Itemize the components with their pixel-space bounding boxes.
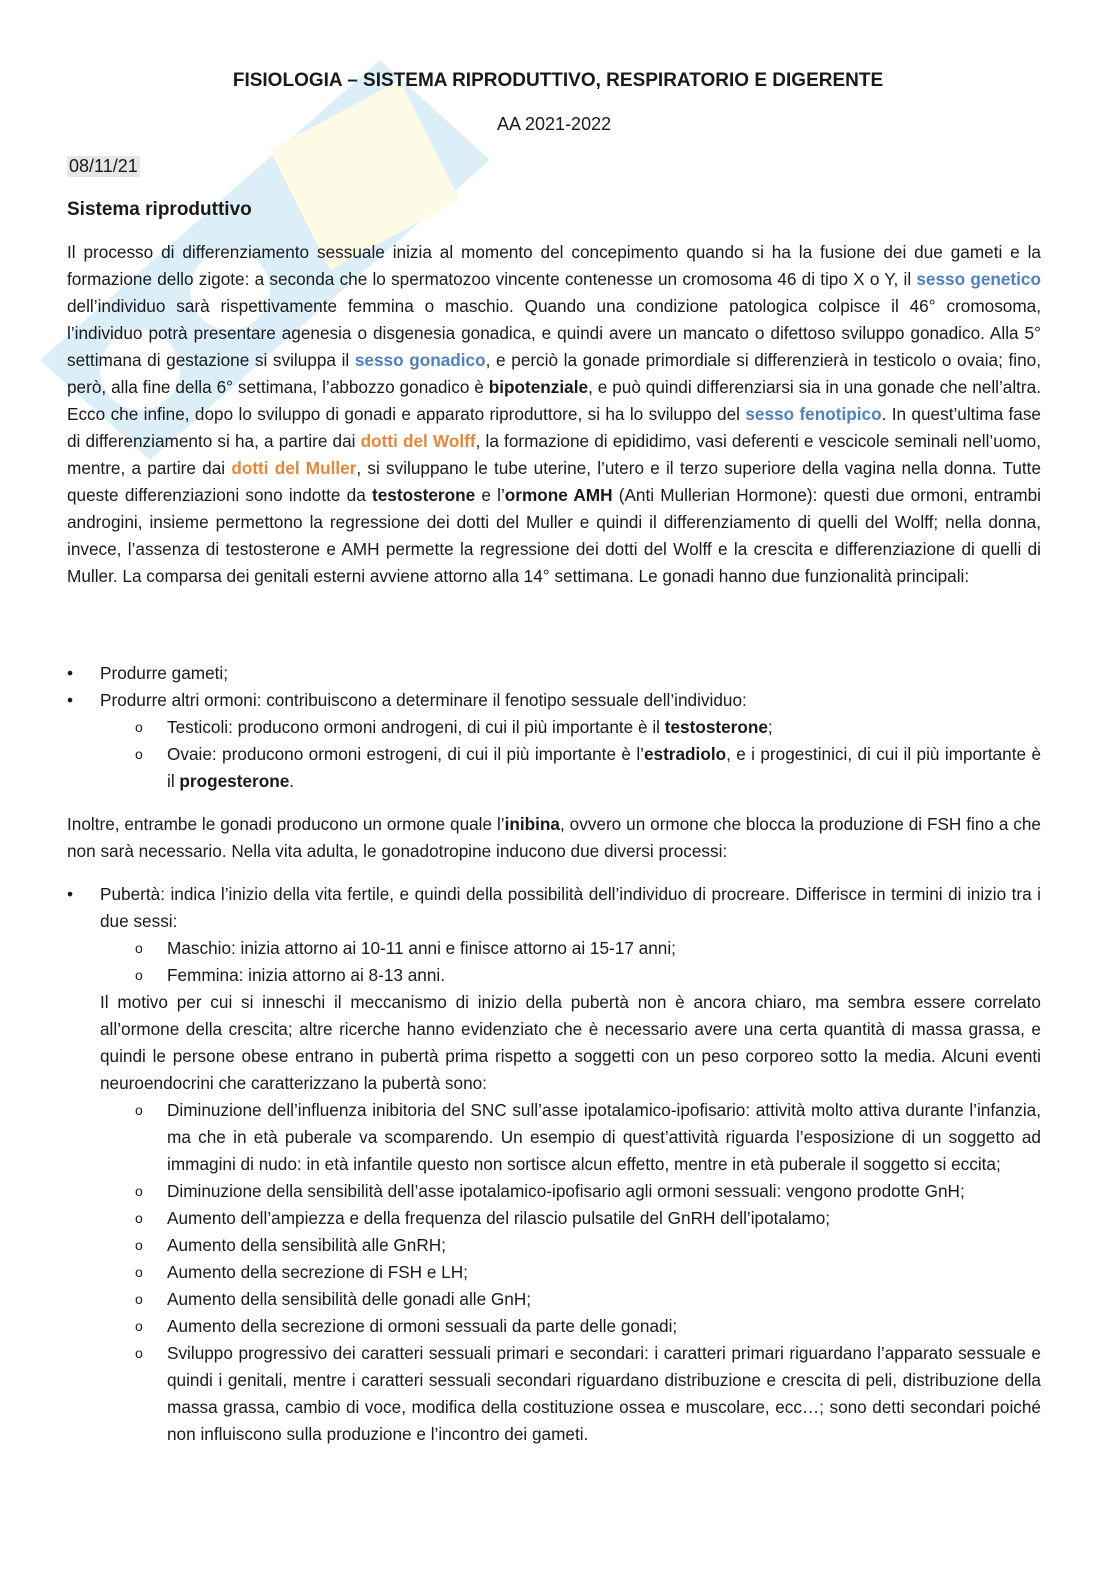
event-item: o Aumento dell’ampiezza e della frequenza del rilascio pulsatile del GnRH dell’ipotalamo; bbox=[67, 1205, 1041, 1232]
text: e l’ bbox=[475, 485, 505, 505]
sub-list-item: o Femmina: inizia attorno ai 8-13 anni. bbox=[67, 962, 1041, 989]
event-item: o Aumento della secrezione di FSH e LH; bbox=[67, 1259, 1041, 1286]
list-gonad-functions bbox=[67, 660, 1041, 795]
event-item: o Aumento della secrezione di ormoni sessuali da parte delle gonadi; bbox=[67, 1313, 1041, 1340]
sub-list-item: o Maschio: inizia attorno ai 10-11 anni e finisce attorno ai 15-17 anni; bbox=[67, 935, 1041, 962]
event-item: o Diminuzione della sensibilità dell’asse ipotalamico-ipofisario agli ormoni sessuali: vengono prodotte GnH; bbox=[67, 1178, 1041, 1205]
text: , e perciò la gonade primordiale si differenzierà in testicolo o ovaia; fino, però, alla fine della 6° settimana, l’abbozzo gonadico è bbox=[67, 350, 1041, 397]
keyword: sesso gonadico bbox=[354, 350, 486, 370]
keyword: dotti del Wolff bbox=[360, 431, 476, 451]
keyword: sesso fenotipico bbox=[745, 404, 882, 424]
lecture-date: 08/11/21 bbox=[69, 156, 138, 176]
list-item: • Produrre gameti; bbox=[67, 660, 1041, 687]
puberty-explanation: Il motivo per cui si inneschi il meccanismo di inizio della pubertà non è ancora chiaro, ma sembra essere correlato all’ormone della crescita; altre ricerche hanno evidenziato che è necessario avere una certa quantità di massa grassa, e quindi le persone obese entrano in pubertà prima rispetto a soggetti con un peso corporeo sotto la media. Alcuni eventi neuroendocrini che caratterizzano la pubertà sono: bbox=[100, 992, 1041, 1093]
event-item: o Sviluppo progressivo dei caratteri sessuali primari e secondari: i caratteri primari riguardano l’apparato sessuale e quindi i genitali, mentre i caratteri sessuali secondari riguardano distribuzione e crescita di peli, distribuzione della massa grassa, cambio di voce, modifica della costituzione ossea e muscolare, ecc…; sono detti secondari poiché non influiscono sulla produzione e l’incontro dei gameti. bbox=[67, 1340, 1041, 1448]
keyword: testosterone bbox=[372, 485, 476, 505]
event-item: o Aumento della sensibilità alle GnRH; bbox=[67, 1232, 1041, 1259]
list-item: • Pubertà: indica l’inizio della vita fertile, e quindi della possibilità dell’individuo di procreare. Differisce in termini di inizio tra i due sessi: o Maschio: inizia attorno ai 10-11 anni e finisce attorno ai 15-17 anni; o Femmina: inizia attorno ai 8-13 anni. Il motivo per cui si inneschi il meccanismo di inizio della pubertà non è ancora chiaro, ma sembra essere correlato all’ormone della crescita; altre ricerche hanno evidenziato che è necessario avere una certa quantità di massa grassa, e quindi le persone obese entrano in pubertà prima rispetto a soggetti con un peso corporeo sotto la media. Alcuni eventi neuroendocrini che caratterizzano la pubertà sono: o Diminuzione dell’influenza inibitoria del SNC sull’asse ipotalamico-ipofisario: attività molto attiva durante l’infanzia, ma che in età puberale va scomparendo. Un esempio di quest’attività riguarda l’esposizione di un soggetto ad immagini di nudo: in età infantile questo non sortisce alcun effetto, mentre in età puberale il soggetto si eccita; o Diminuzione della sensibilità dell’asse ipotalamico-ipofisario agli ormoni sessuali: vengono prodotte GnH; o Aumento dell’ampiezza e della frequenza del rilascio pulsatile del GnRH dell’ipotalamo; o Aumento della sensibilità alle GnRH; o Aumento della secrezione di FSH e LH; o Aumento della sensibilità delle gonadi alle GnH; o Aumento della secrezione di ormoni sessuali da parte delle gonadi; o Sviluppo progressivo dei caratteri sessuali primari e secondari: i caratteri primari riguardano l’apparato sessuale e quindi i genitali, mentre i caratteri sessuali secondari riguardano distribuzione e crescita di peli, distribuzione della massa grassa, cambio di voce, modifica della costituzione ossea e muscolare, ecc…; sono detti secondari poiché non influiscono sulla produzione e l’incontro dei gameti. bbox=[67, 881, 1041, 1448]
text: dell’individuo sarà rispettivamente femmina o maschio. Quando una condizione patologica colpisce il 46° cromosoma, l’individuo potrà presentare agenesia o disgenesia gonadica, e quindi avere un mancato o difettoso sviluppo gonadico. Alla 5° settimana di gestazione si sviluppa il bbox=[67, 296, 1041, 370]
keyword: dotti del Muller bbox=[231, 458, 357, 478]
text: . In quest’ultima fase di differenziamento si ha, a partire dai bbox=[67, 404, 1041, 451]
academic-year: AA 2021-2022 bbox=[497, 114, 612, 134]
sub-list-item: o Ovaie: producono ormoni estrogeni, di cui il più importante è l’estradiolo, e i progestinici, di cui il più importante è il progesterone. bbox=[67, 741, 1041, 795]
list-item: • Produrre altri ormoni: contribuiscono a determinare il fenotipo sessuale dell’individuo: o Testicoli: producono ormoni androgeni, di cui il più importante è il testosterone; o Ovaie: producono ormoni estrogeni, di cui il più importante è l’estradiolo, e i progestinici, di cui il più importante è il progesterone. bbox=[67, 687, 1041, 795]
text: Il processo di differenziamento sessuale inizia al momento del concepimento quando si ha la fusione dei due gameti e la formazione dello zigote: a seconda che lo spermatozoo vincente contenesse un cromosoma 46 di tipo X o Y, il bbox=[67, 242, 1041, 289]
document-title: FISIOLOGIA – SISTEMA RIPRODUTTIVO, RESPIRATORIO E DIGERENTE bbox=[232, 70, 884, 91]
paragraph-inhibin: Inoltre, entrambe le gonadi producono un ormone quale l’inibina, ovvero un ormone che blocca la produzione di FSH fino a che non sarà necessario. Nella vita adulta, le gonadotropine inducono due diversi processi: bbox=[67, 814, 1041, 861]
section-heading: Sistema riproduttivo bbox=[67, 199, 252, 220]
list-puberty bbox=[67, 881, 1041, 1448]
text: , si sviluppano le tube uterine, l’utero e il terzo superiore della vagina nella donna. Tutte queste differenziazioni sono indotte da bbox=[67, 458, 1042, 505]
text: (Anti Mullerian Hormone): questi due ormoni, entrambi androgini, insieme permettono la regressione dei dotti del Muller e quindi il differenziamento di quelli del Wolff; nella donna, invece, l’assenza di testosterone e AMH permette la regressione dei dotti del Wolff e la crescita e differenziazione di quelli di Muller. La comparsa dei genitali esterni avviene attorno alla 14° settimana. Le gonadi hanno due funzionalità principali: bbox=[67, 485, 1041, 586]
paragraph-differentiation bbox=[67, 239, 1041, 590]
keyword: inibina bbox=[504, 814, 560, 834]
text: , la formazione di epididimo, vasi deferenti e vescicole seminali nell’uomo, mentre, a partire dai bbox=[67, 431, 1041, 478]
keyword: sesso genetico bbox=[916, 269, 1041, 289]
text: , e può quindi differenziarsi sia in una gonade che nell’altra. Ecco che infine, dopo lo sviluppo di gonadi e apparato riproduttore, si ha lo sviluppo del bbox=[67, 377, 1041, 424]
event-item: o Aumento della sensibilità delle gonadi alle GnH; bbox=[67, 1286, 1041, 1313]
keyword: ormone AMH bbox=[504, 485, 613, 505]
keyword: bipotenziale bbox=[488, 377, 589, 397]
sub-list-item: o Testicoli: producono ormoni androgeni, di cui il più importante è il testosterone; bbox=[67, 714, 1041, 741]
event-item: o Diminuzione dell’influenza inibitoria del SNC sull’asse ipotalamico-ipofisario: attività molto attiva durante l’infanzia, ma che in età puberale va scomparendo. Un esempio di quest’attività riguarda l’esposizione di un soggetto ad immagini di nudo: in età infantile questo non sortisce alcun effetto, mentre in età puberale il soggetto si eccita; bbox=[67, 1097, 1041, 1178]
